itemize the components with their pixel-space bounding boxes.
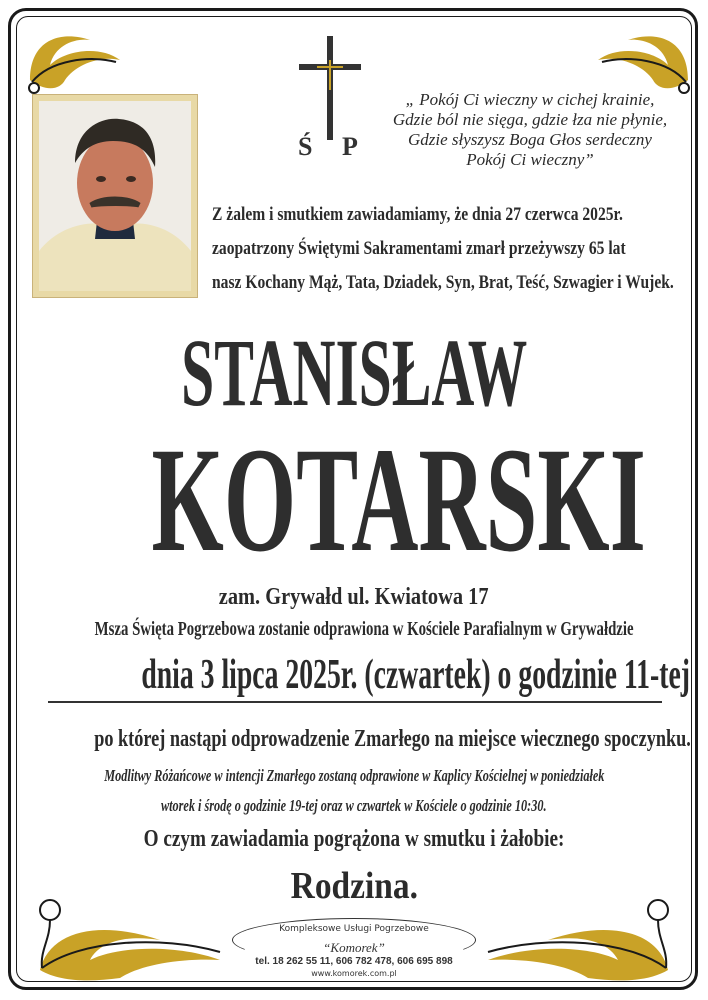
date-underline: [48, 701, 662, 703]
funeral-home-phone: tel. 18 262 55 11, 606 782 478, 606 695 898: [255, 956, 453, 967]
rosary-line-2: wtorek i środę o godzinie 19-tej oraz w czwartek w Kościele o godzinie 10:30.: [161, 796, 547, 815]
procession-info: po której nastąpi odprowadzenie Zmarłego na miejsce wiecznego spoczynku.: [94, 726, 691, 752]
poem-line-2: Gdzie ból nie sięga, gdzie łza nie płynie,: [392, 110, 668, 129]
deceased-last-name: KOTARSKI: [151, 417, 646, 583]
address: zam. Grywałd ul. Kwiatowa 17: [219, 584, 489, 610]
funeral-home-website: www.komorek.com.pl: [311, 969, 397, 978]
family-signature: Rodzina.: [290, 865, 418, 907]
notification-line: O czym zawiadamia pogrążona w smutku i żałobie:: [143, 826, 565, 852]
poem-line-1: „ Pokój Ci wieczny w cichej krainie,: [405, 90, 655, 109]
top-left-ornament-icon: [20, 20, 130, 100]
cross-letter-p: P: [342, 132, 358, 161]
portrait-photo: [32, 94, 198, 298]
poem-line-3: Gdzie słyszysz Boga Głos serdeczny: [408, 130, 652, 149]
intro-line-3: nasz Kochany Mąż, Tata, Dziadek, Syn, Brat, Teść, Szwagier i Wujek.: [212, 272, 674, 293]
poem-line-4: Pokój Ci wieczny”: [466, 150, 594, 169]
cross-letter-s: Ś: [298, 132, 313, 161]
announcement-intro: [212, 198, 674, 300]
funeral-home-name: “Komorek”: [323, 940, 385, 955]
intro-line-2: zaopatrzony Świętymi Sakramentami zmarł przeżywszy 65 lat: [212, 238, 626, 259]
top-right-ornament-icon: [588, 20, 698, 100]
funeral-home-tagline: Kompleksowe Usługi Pogrzebowe: [279, 924, 429, 934]
funeral-home-stamp: [232, 916, 476, 978]
deceased-first-name: STANISŁAW: [180, 319, 528, 426]
poem: [360, 90, 700, 170]
rosary-line-1: Modlitwy Różańcowe w intencji Zmarłego zostaną odprawione w Kaplicy Kościelnej w poniedziałek: [103, 766, 605, 785]
portrait-image: [39, 101, 191, 291]
mass-info: Msza Święta Pogrzebowa zostanie odprawiona w Kościele Parafialnym w Grywałdzie: [94, 618, 634, 640]
funeral-date: dnia 3 lipca 2025r. (czwartek) o godzinie 11-tej: [141, 652, 691, 698]
intro-line-1: Z żalem i smutkiem zawiadamiamy, że dnia 27 czerwca 2025r.: [212, 204, 623, 225]
